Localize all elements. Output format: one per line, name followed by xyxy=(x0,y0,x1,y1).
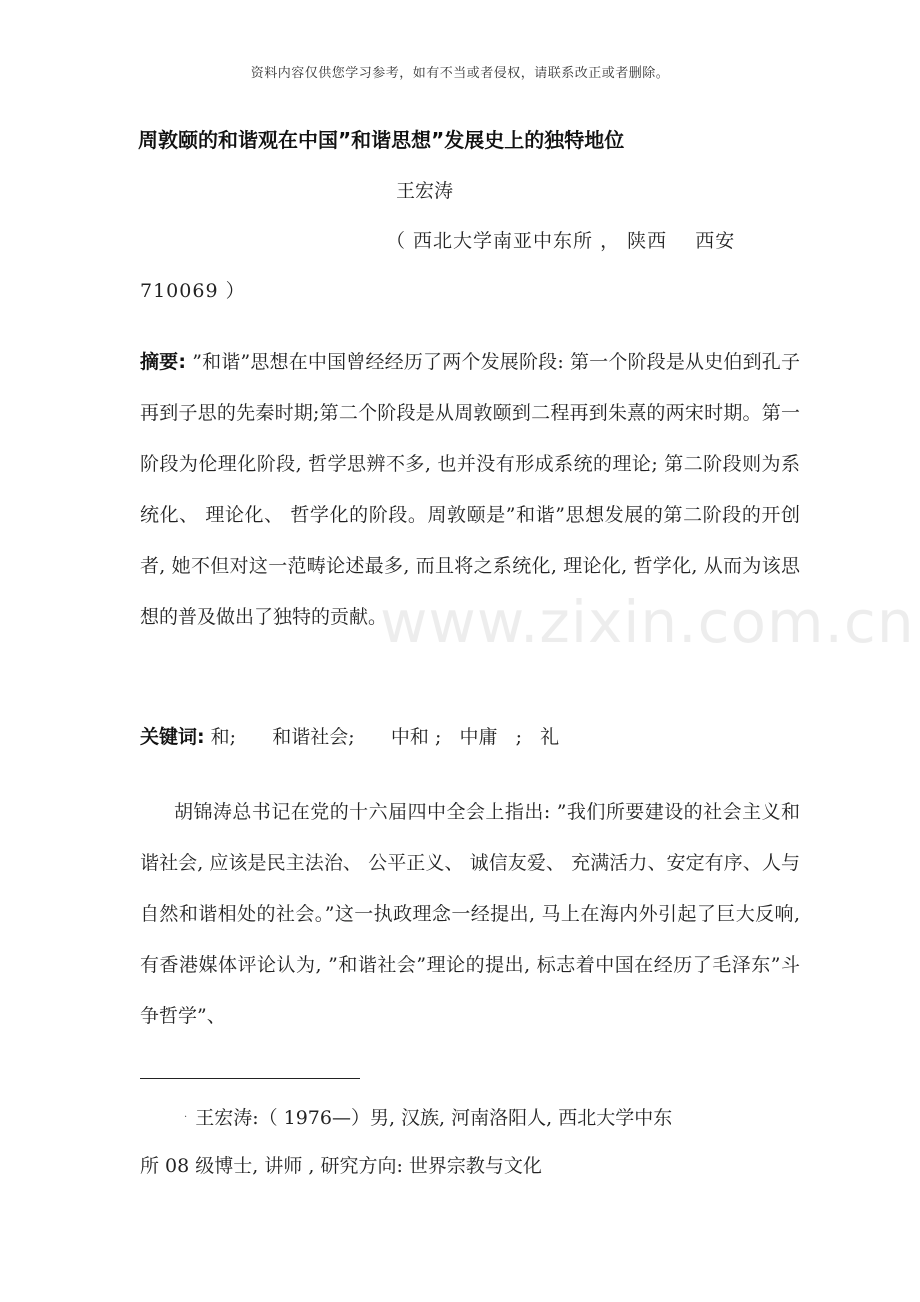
footnote-line-1-text: 王宏涛:（ 1976—）男, 汉族, 河南洛阳人, 西北大学中东 xyxy=(195,1107,673,1129)
abstract-label: 摘要: xyxy=(140,351,186,373)
abstract-paragraph xyxy=(140,337,800,643)
keywords-line xyxy=(140,722,559,749)
body-paragraph: 胡锦涛总书记在党的十六届四中全会上指出: ”我们所要建设的社会主义和谐社会, 应该是民主法治、 公平正义、 诚信友爱、 充满活力、安定有序、人与自然和谐相处的社会。”这一执政理念一经提出, 马上在海内外引起了巨大反响, 有香港媒体评论认为, ”和谐社会”理论的提出, 标志着中国在经历了毛泽东”斗争哲学”、 xyxy=(140,801,800,1027)
document-title: 周敦颐的和谐观在中国”和谐思想”发展史上的独特地位 xyxy=(138,128,625,152)
footnote-line-2: 所 08 级博士, 讲师 , 研究方向: 世界宗教与文化 xyxy=(140,1155,542,1177)
abstract-text: ”和谐”思想在中国曾经经历了两个发展阶段: 第一个阶段是从史伯到孔子再到子思的先秦时期;第二个阶段是从周敦颐到二程再到朱熹的两宋时期。第一阶段为伦理化阶段, 哲学思辨不多, 也并没有形成系统的理论; 第二阶段则为系统化、 理论化、 哲学化的阶段。周敦颐是”和谐”思想发展的第二阶段的开创者, 她不但对这一范畴论述最多, 而且将之系统化, 理论化, 哲学化, 从而为该思想的普及做出了独特的贡献。 xyxy=(140,351,800,628)
disclaimer-header: 资料内容仅供您学习参考，如有不当或者侵权，请联系改正或者删除。 xyxy=(250,66,670,81)
footnote-line-1 xyxy=(140,1094,800,1142)
footnote xyxy=(140,1094,800,1190)
footnote-divider xyxy=(140,1078,360,1079)
affiliation-line-1: （ 西北大学南亚中东所 ， 陕西 西安 xyxy=(386,230,736,252)
keywords-label: 关键词: xyxy=(140,726,205,748)
keywords-text: 和; 和谐社会; 中和 ; 中庸 ; 礼 xyxy=(204,726,560,748)
footnote-marker-icon: · xyxy=(184,1112,188,1123)
author-name: 王宏涛 xyxy=(396,180,454,202)
watermark: www.zixin.com.cn xyxy=(380,588,915,656)
affiliation-line-2: 710069 ） xyxy=(140,280,246,302)
